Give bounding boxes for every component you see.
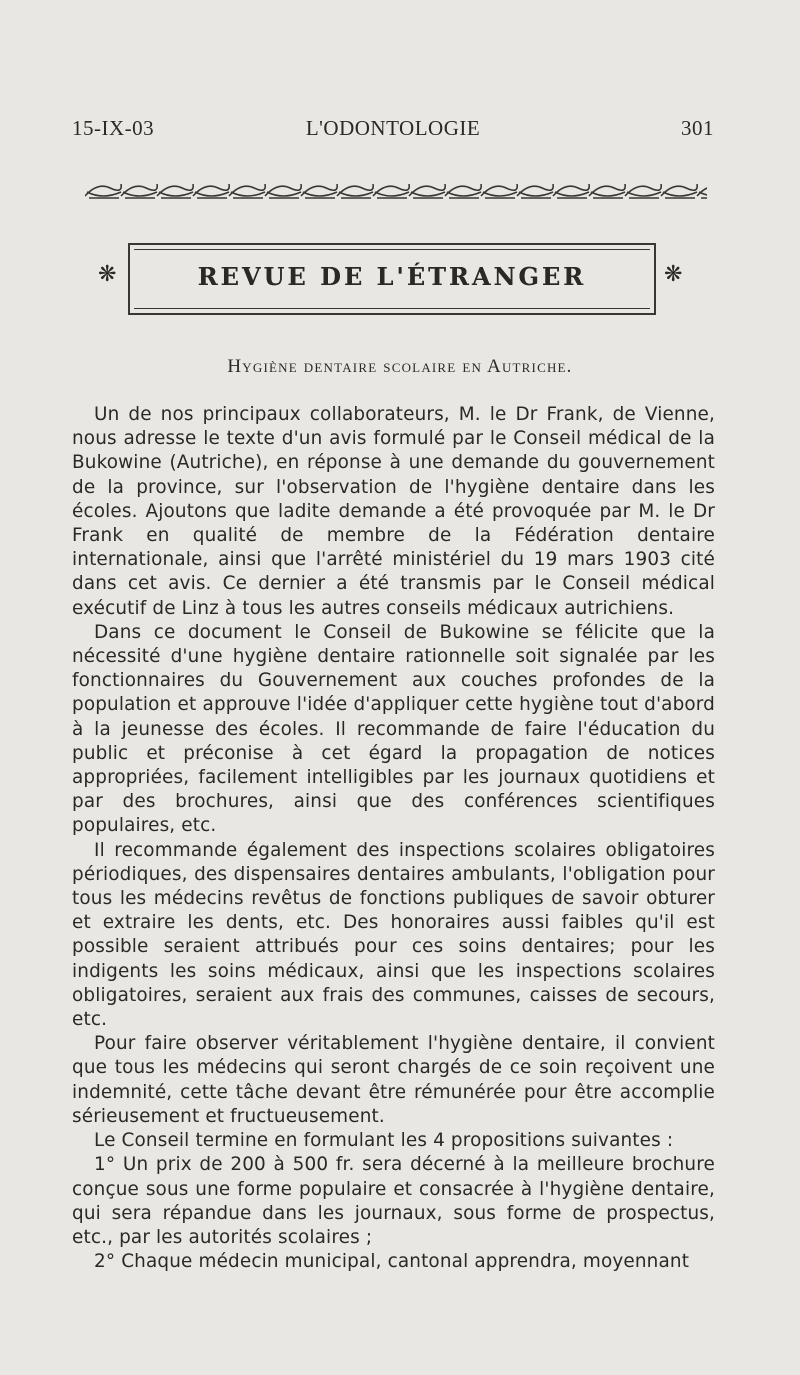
running-header [72, 116, 714, 146]
rope-segment [229, 184, 265, 198]
banner-title: REVUE DE L'ÉTRANGER [197, 262, 587, 291]
paragraph: Un de nos principaux collaborateurs, M. le Dr Frank, de Vienne, nous adresse le texte d'un avis formulé par le Conseil médical de la Bukowine (Autriche), en réponse à une demande du gouvernement de la province, sur l'observation de l'hygiène dentaire dans les écoles. Ajoutons que ladite demande a été provoquée par M. le Dr Frank en qualité de membre de la Fédération dentaire internationale, ainsi que l'arrêté ministériel du 19 mars 1903 cité dans cet avis. Ce dernier a été transmis par le Conseil médical exécutif de Linz à tous les autres conseils médicaux autrichiens. [72, 404, 715, 619]
paragraph: Dans ce document le Conseil de Bukowine se félicite que la nécessité d'une hygiène dentaire rationnelle soit signalée par les fonctionnaires du Gouvernement aux couches profondes de la population et approuve l'idée d'appliquer cette hygiène tout d'abord à la jeunesse des écoles. Il recommande de faire l'éducation du public et préconise à cet égard la propagation de notices appropriées, facilement intelligibles par les journaux quotidiens et par des brochures, ainsi que des conférences scientifiques populaires, etc. [72, 621, 715, 837]
paragraph: Il recommande également des inspections scolaires obligatoires périodiques, des dispensaires dentaires ambulants, l'obligation pour tous les médecins revêtus de fonctions publiques de savoir obturer et extraire les dents, etc. Des honoraires aussi faibles qu'il est possible seraient attribués pour ces soins dentaires; pour les indigents les soins médicaux, ainsi que les inspections scolaires obligatoires, seraient aux frais des communes, caisses de secours, etc. [72, 839, 715, 1031]
rope-segment [445, 184, 481, 198]
rope-segment [697, 184, 707, 198]
rope-segment [265, 184, 301, 198]
article-body [72, 403, 715, 1274]
rope-segment [193, 184, 229, 198]
rope-segment [481, 184, 517, 198]
rope-segment [553, 184, 589, 198]
rope-segment [589, 184, 625, 198]
rope-segment [85, 184, 121, 198]
rope-segment [121, 184, 157, 198]
decorative-rope-border [85, 180, 707, 202]
issue-date: 15-IX-03 [72, 116, 155, 140]
paragraph: Le Conseil termine en formulant les 4 propositions suivantes : [94, 1130, 674, 1152]
section-banner [128, 243, 656, 315]
article-title: Hygiène dentaire scolaire en Autriche. [227, 356, 573, 377]
left-fleuron-icon: ❋ [98, 262, 117, 287]
rope-segment [301, 184, 337, 198]
paragraph: 1° Un prix de 200 à 500 fr. sera décerné à la meilleure brochure conçue sous une forme populaire et consacrée à l'hygiène dentaire, qui sera répandue dans les journaux, sous forme de prospectus, etc., par les autorités scolaires ; [72, 1154, 715, 1248]
rope-segment [661, 184, 697, 198]
rope-segment [409, 184, 445, 198]
rope-segment [625, 184, 661, 198]
rope-segment [157, 184, 193, 198]
right-fleuron-icon: ❋ [664, 262, 683, 287]
paragraph: Pour faire observer véritablement l'hygiène dentaire, il convient que tous les médecins qui seront chargés de ce soin reçoivent une indemnité, cette tâche devant être rémunérée pour être accomplie sérieusement et fructueusement. [72, 1033, 715, 1127]
page-number: 301 [681, 116, 714, 140]
rope-segment [337, 184, 373, 198]
rope-segment [373, 184, 409, 198]
journal-title: L'ODONTOLOGIE [305, 116, 481, 140]
paragraph: 2° Chaque médecin municipal, cantonal apprendra, moyennant [94, 1251, 690, 1273]
rope-segment [517, 184, 553, 198]
